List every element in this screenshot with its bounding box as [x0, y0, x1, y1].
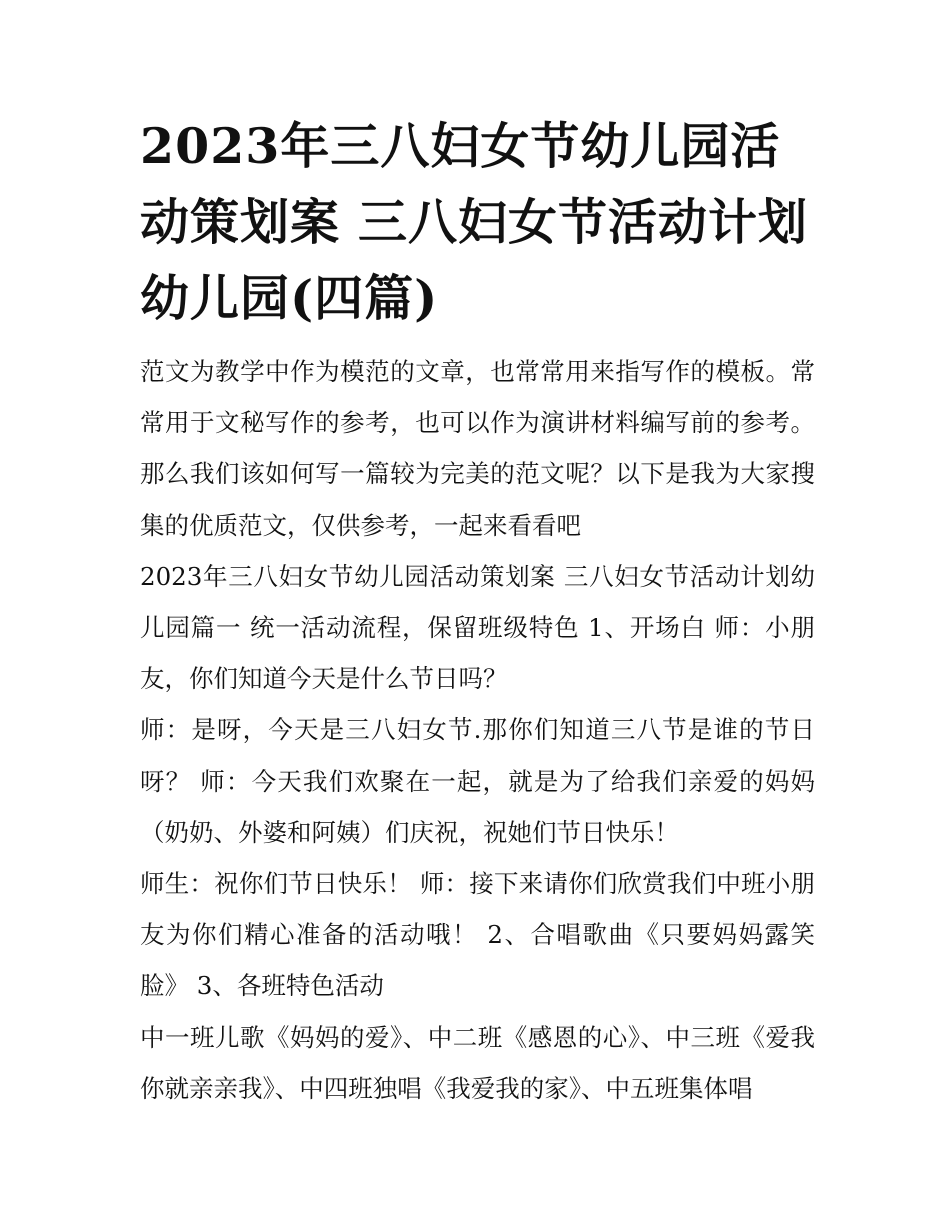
paragraph-intro: 范文为教学中作为模范的文章，也常常用来指写作的模板。常常用于文秘写作的参考，也可以作为演讲材料编写前的参考。那么我们该如何写一篇较为完美的范文呢？以下是我为大家搜集的优质范文，仅供参考，一起来看看吧 [140, 357, 815, 540]
document-body [140, 108, 815, 1114]
paragraph-teacher-student-greeting: 师生：祝你们节日快乐！ 师：接下来请你们欣赏我们中班小朋友为你们精心准备的活动哦！ 2、合唱歌曲《只要妈妈露笑脸》 3、各班特色活动 [140, 869, 815, 1001]
document-title: 2023年三八妇女节幼儿园活动策划案 三八妇女节活动计划幼儿园(四篇) [140, 117, 809, 327]
paragraph-teacher-dialogue: 师：是呀，今天是三八妇女节.那你们知道三八节是谁的节日呀？ 师：今天我们欢聚在一起，就是为了给我们亲爱的妈妈（奶奶、外婆和阿姨）们庆祝，祝她们节日快乐！ [140, 715, 815, 847]
paragraph-part-one-opening: 2023年三八妇女节幼儿园活动策划案 三八妇女节活动计划幼儿园篇一 统一活动流程，保留班级特色 1、开场白 师：小朋友，你们知道今天是什么节日吗？ [140, 561, 815, 694]
paragraph-class-activities: 中一班儿歌《妈妈的爱》、中二班《感恩的心》、中三班《爱我你就亲亲我》、中四班独唱《我爱我的家》、中五班集体唱 [140, 1022, 815, 1103]
